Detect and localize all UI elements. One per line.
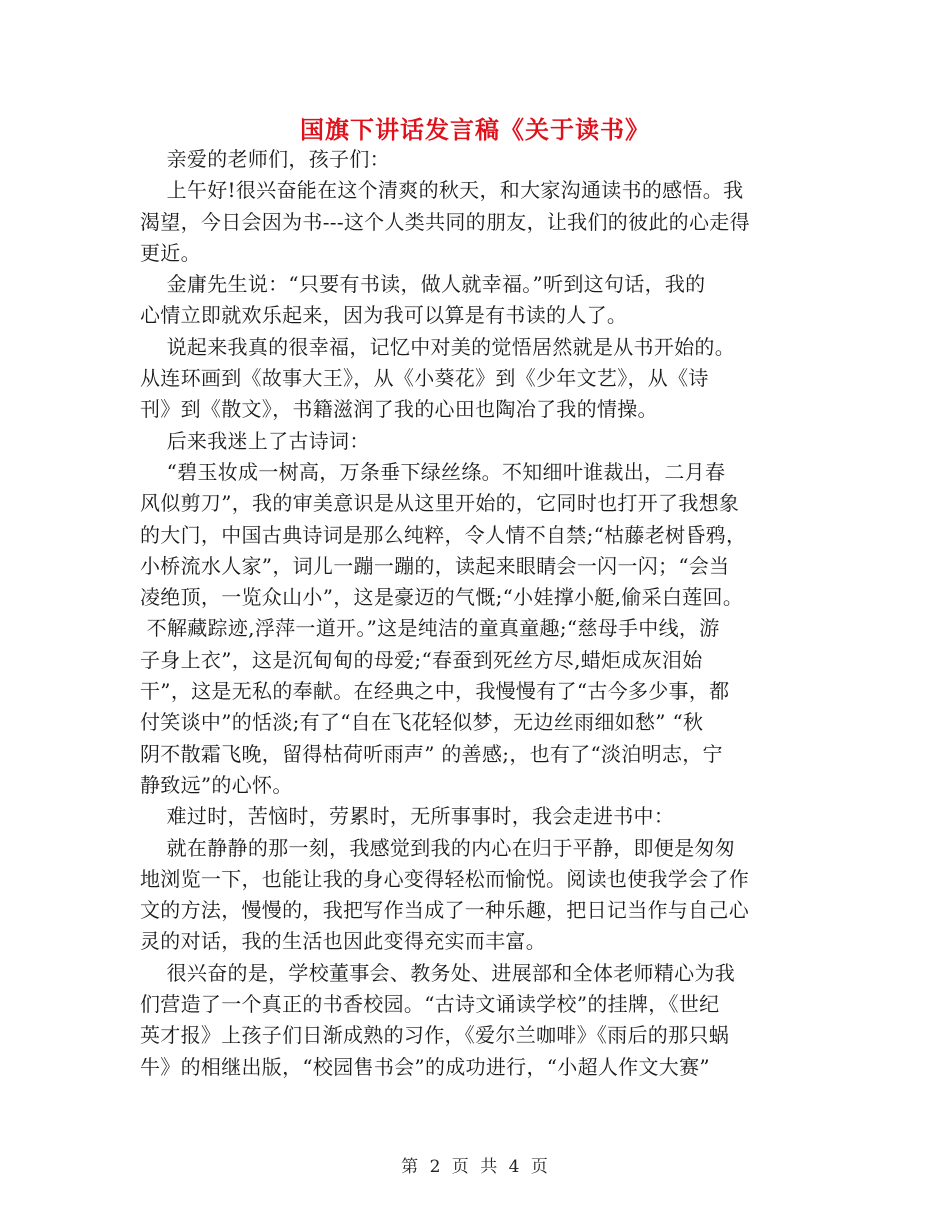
body-text-line: 很兴奋的是，学校董事会、教务处、进展部和全体老师精心为我	[140, 960, 736, 985]
footer-total-label: 共	[480, 1157, 499, 1177]
body-text-line: “碧玉妆成一树高，万条垂下绿丝绦。不知细叶谁裁出，二月春	[140, 459, 726, 484]
body-text-line: 干”，这是无私的奉献。在经典之中，我慢慢有了“古今多少事，都	[140, 679, 730, 704]
footer-page-label: 页	[451, 1157, 470, 1177]
body-text-line: 金庸先生说：“只要有书读，做人就幸福。”听到这句话，我的	[140, 272, 706, 297]
body-text-line: 亲爱的老师们，孩子们：	[140, 147, 390, 171]
body-text-line: 阴不散霜飞晚，留得枯荷听雨声” 的善感;，也有了“淡泊明志，宁	[140, 741, 723, 766]
body-text-line: 更近。	[140, 240, 201, 265]
body-text-line: 子身上衣”，这是沉甸甸的母爱;“春蚕到死丝方尽,蜡炬成灰泪始	[140, 647, 703, 672]
body-text-line: 后来我迷上了古诗词：	[140, 428, 370, 453]
footer-suffix: 页	[530, 1157, 549, 1177]
document-title: 国旗下讲话发言稿《关于读书》	[300, 115, 650, 144]
body-text-line: 心情立即就欢乐起来，因为我可以算是有书读的人了。	[140, 303, 628, 328]
page-footer	[0, 1152, 950, 1177]
body-text-line: 凌绝顶，一览众山小”，这是豪迈的气慨;“小娃撑小艇,偷采白莲回。	[140, 585, 744, 610]
body-text-line: 就在静静的那一刻，我感觉到我的内心在归于平静，即便是匆匆	[140, 835, 736, 860]
body-text-line: 们营造了一个真正的书香校园。“古诗文诵读学校”的挂牌，《世纪	[140, 992, 720, 1017]
body-text-line: 的大门，中国古典诗词是那么纯粹，令人情不自禁;“枯藤老树昏鸦，	[140, 522, 747, 547]
body-text-line: 风似剪刀”，我的审美意识是从这里开始的，它同时也打开了我想象	[140, 491, 740, 516]
body-text-line: 静致远”的心怀。	[140, 772, 293, 797]
body-text-line: 小桥流水人家”，词儿一蹦一蹦的，读起来眼睛会一闪一闪；“会当	[140, 553, 730, 578]
body-text-line: 付笑谈中”的恬淡;有了“自在飞花轻似梦，无边丝雨细如愁” “秋	[140, 710, 704, 735]
body-text-line: 牛》的相继出版，“校园售书会”的成功进行，“小超人作文大赛”	[140, 1054, 710, 1079]
footer-total-pages: 4	[508, 1157, 521, 1177]
body-text-line: 渴望，今日会因为书---这个人类共同的朋友，让我们的彼此的心走得	[140, 209, 750, 234]
footer-prefix: 第	[401, 1157, 420, 1177]
body-text-line: 说起来我真的很幸福，记忆中对美的觉悟居然就是从书开始的。	[140, 334, 736, 359]
body-text-line: 不解藏踪迹,浮萍一道开。”这是纯洁的童真童趣;“慈母手中线，游	[140, 616, 720, 641]
document-body	[140, 144, 812, 1083]
body-text-line: 难过时，苦恼时，劳累时，无所事事时，我会走进书中：	[140, 804, 675, 829]
body-text-line: 上午好!很兴奋能在这个清爽的秋天，和大家沟通读书的感悟。我	[140, 178, 744, 203]
body-text-line: 灵的对话，我的生活也因此变得充实而丰富。	[140, 929, 546, 954]
footer-current-page: 2	[429, 1157, 442, 1177]
body-text-line: 从连环画到《故事大王》，从《小葵花》到《少年文艺》，从《诗	[140, 366, 709, 391]
body-text-line: 刊》到《散文》，书籍滋润了我的心田也陶冶了我的情操。	[140, 397, 658, 422]
body-text-line: 地浏览一下，也能让我的身心变得轻松而愉悦。阅读也使我学会了作	[140, 866, 749, 891]
body-text-line: 英才报》上孩子们日渐成熟的习作，《爱尔兰咖啡》《雨后的那只蜗	[140, 1023, 729, 1048]
body-text-line: 文的方法，慢慢的，我把写作当成了一种乐趣，把日记当作与自己心	[140, 898, 749, 923]
